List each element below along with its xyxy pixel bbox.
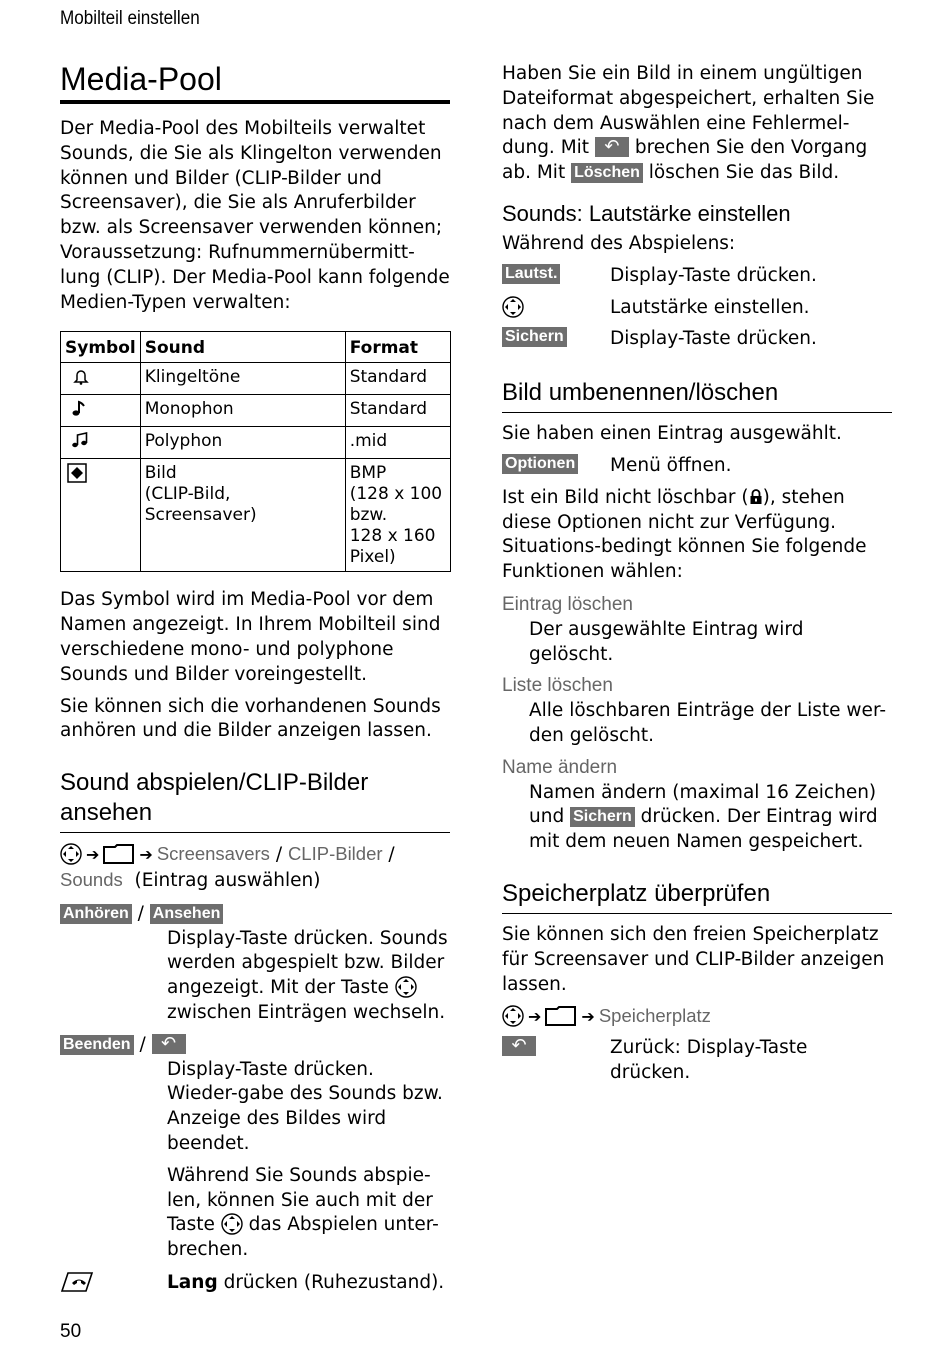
table-cell-format: Standard (345, 363, 450, 395)
arrow-icon: ➔ (139, 845, 153, 865)
table-header-format: Format (345, 332, 450, 363)
volume-intro: Während des Abspielens: (502, 232, 736, 254)
table-header-symbol: Symbol (61, 332, 141, 363)
beenden-key[interactable]: Beenden (60, 1035, 134, 1055)
invalid-text-c: löschen Sie das Bild. (648, 162, 840, 184)
note-icon (71, 399, 87, 417)
table-row (61, 427, 451, 459)
lock-paragraph (502, 486, 892, 585)
pause-text-a: Während Sie Sounds abspie-len, können Sie auch mit der Taste (167, 1164, 433, 1236)
nav-key-icon (60, 843, 82, 865)
section-title-storage: Speicherplatz überprüfen (502, 879, 892, 914)
pause-description (167, 1164, 450, 1263)
back-key-icon[interactable]: ↶ (502, 1036, 536, 1056)
lautst-description: Display-Taste drücken. (610, 264, 817, 286)
option-name-aendern[interactable]: Name ändern (502, 756, 618, 778)
bell-icon (73, 367, 89, 385)
optionen-row (502, 454, 892, 479)
page-number: 50 (60, 1321, 82, 1342)
symbol-paragraph: Das Symbol wird im Media-Pool vor dem Namen angezeigt. In Ihrem Mobilteil sind verschiedene mono- und polyphone Sounds und Bilder voreingestellt. (60, 589, 441, 685)
key-separator: / (137, 902, 144, 924)
option-eintrag-loeschen[interactable]: Eintrag löschen (502, 593, 633, 615)
lang-bold: Lang (167, 1271, 218, 1293)
loeschen-key[interactable]: Löschen (571, 163, 643, 183)
table-row (61, 395, 451, 427)
pause-text-b: das Abspielen unter-brechen. (167, 1214, 439, 1261)
table-cell-symbol (61, 395, 141, 427)
keys-anhoeren-ansehen (60, 902, 450, 927)
storage-intro: Sie können sich den freien Speicherplatz für Screensaver und CLIP-Bilder anzeigen lassen. (502, 923, 885, 995)
storage-nav-path (502, 1004, 892, 1030)
table-cell-symbol (61, 427, 141, 459)
left-column (60, 60, 450, 1296)
volume-adjust-row (502, 296, 892, 321)
menu-sounds[interactable]: Sounds (60, 868, 123, 890)
arrow-icon: ➔ (86, 845, 100, 865)
listen-paragraph: Sie können sich die vorhandenen Sounds anhören und die Bilder anzeigen lassen. (60, 695, 441, 742)
name-text-b: drücken. Der Eintrag wird mit dem neuen Namen gespeichert. (529, 806, 878, 853)
arrow-icon: ➔ (581, 1007, 595, 1027)
anhoeren-text-b: zwischen Einträgen wechseln. (167, 1001, 446, 1023)
table-cell-symbol (61, 363, 141, 395)
option-liste-loeschen-desc: Alle löschbaren Einträge der Liste wer-den gelöscht. (529, 700, 887, 746)
sichern-description: Display-Taste drücken. (610, 328, 817, 350)
optionen-description: Menü öffnen. (610, 454, 732, 476)
keys-beenden-back (60, 1033, 450, 1058)
invalid-text-a: Haben Sie ein Bild in einem ungültigen Dateiformat abgespeichert, erhalten Sie nach dem Auswählen eine Fehlermel-dung. Mit (502, 63, 875, 159)
page-header: Mobilteil einstellen (60, 8, 200, 29)
nav-key-icon (395, 976, 417, 998)
invalid-format-paragraph (502, 62, 892, 186)
anhoeren-description (167, 927, 450, 1026)
arrow-icon: ➔ (528, 1007, 542, 1027)
table-cell-format: .mid (345, 427, 450, 459)
menu-speicherplatz[interactable]: Speicherplatz (598, 1005, 711, 1027)
table-cell-sound: Monophon (140, 395, 345, 427)
path-separator: / (388, 844, 395, 866)
back-description: Zurück: Display-Taste drücken. (610, 1037, 808, 1083)
lang-description (167, 1271, 450, 1296)
lang-row (60, 1271, 450, 1296)
subsection-title-volume: Sounds: Lautstärke einstellen (502, 200, 791, 226)
media-types-table (60, 331, 451, 572)
right-column (502, 62, 892, 1086)
table-row (61, 459, 451, 572)
nav-key-icon (502, 1005, 524, 1027)
table-cell-format: BMP (128 x 100 bzw. 128 x 160 Pixel) (345, 459, 450, 572)
option-eintrag-loeschen-desc: Der ausgewählte Eintrag wird gelöscht. (529, 618, 804, 665)
menu-clip-bilder[interactable]: CLIP-Bilder (287, 843, 383, 865)
table-header-sound: Sound (140, 332, 345, 363)
back-key-icon[interactable]: ↶ (595, 137, 629, 157)
option-name-aendern-desc (529, 781, 892, 855)
path-suffix: (Eintrag auswählen) (134, 869, 321, 891)
name-text-a: Namen ändern (maximal 16 Zeichen) und (529, 781, 877, 828)
section-title-sound: Sound abspielen/CLIP-Bilder ansehen (60, 768, 450, 833)
ansehen-key[interactable]: Ansehen (150, 904, 224, 924)
nav-path (60, 842, 450, 894)
back-row (502, 1036, 892, 1086)
double-note-icon (71, 431, 89, 449)
folder-icon (545, 1006, 577, 1026)
sichern-row (502, 327, 892, 352)
lock-text-a: Ist ein Bild nicht löschbar ( (502, 486, 749, 508)
invalid-text-b: brechen Sie den Vorgang ab. Mit (502, 137, 868, 184)
path-separator: / (275, 844, 283, 866)
beenden-description: Display-Taste drücken. Wieder-gabe des Sounds bzw. Anzeige des Bildes wird beendet. (167, 1058, 443, 1154)
volume-adjust-description: Lautstärke einstellen. (610, 296, 810, 318)
table-cell-sound: Bild (CLIP-Bild, Screensaver) (140, 459, 345, 572)
table-cell-format: Standard (345, 395, 450, 427)
lock-text-b: ), stehen diese Optionen nicht zur Verfügung. Situations-bedingt können Sie folgende Funktionen wählen: (502, 486, 867, 583)
sichern-key[interactable]: Sichern (570, 807, 635, 827)
anhoeren-text-a: Display-Taste drücken. Sounds werden abgespielt bzw. Bilder angezeigt. Mit der Taste (167, 927, 448, 999)
sichern-key[interactable]: Sichern (502, 327, 567, 347)
table-cell-symbol (61, 459, 141, 572)
option-liste-loeschen[interactable]: Liste löschen (502, 675, 613, 697)
table-row (61, 363, 451, 395)
table-header-row (61, 332, 451, 363)
optionen-key[interactable]: Optionen (502, 454, 578, 474)
nav-key-icon (221, 1213, 243, 1235)
rename-intro: Sie haben einen Eintrag ausgewählt. (502, 423, 842, 445)
folder-icon (103, 844, 135, 864)
end-call-key-icon[interactable] (60, 1271, 94, 1301)
image-icon (67, 463, 87, 483)
back-key-icon[interactable]: ↶ (152, 1034, 186, 1054)
section-title-rename: Bild umbenennen/löschen (502, 378, 892, 413)
lang-rest: drücken (Ruhezustand). (223, 1271, 445, 1293)
lautst-key[interactable]: Lautst. (502, 264, 560, 284)
menu-screensavers[interactable]: Screensavers (156, 843, 270, 865)
nav-key-icon[interactable] (502, 296, 524, 321)
page-title: Media-Pool (60, 60, 450, 104)
lautst-row (502, 264, 892, 289)
anhoeren-key[interactable]: Anhören (60, 904, 132, 924)
lock-icon (749, 489, 763, 505)
table-cell-sound: Klingeltöne (140, 363, 345, 395)
key-separator: / (139, 1033, 146, 1055)
table-cell-sound: Polyphon (140, 427, 345, 459)
intro-paragraph: Der Media-Pool des Mobilteils verwaltet Sounds, die Sie als Klingelton verwenden können und Bilder (CLIP-Bilder und Screensaver), die Sie als Anruferbilder bzw. als Screensaver verwenden können; Voraussetzung: Rufnummernübermitt-lung (CLIP). Der Media-Pool kann folgende Medien-Typen verwalten: (60, 118, 450, 313)
